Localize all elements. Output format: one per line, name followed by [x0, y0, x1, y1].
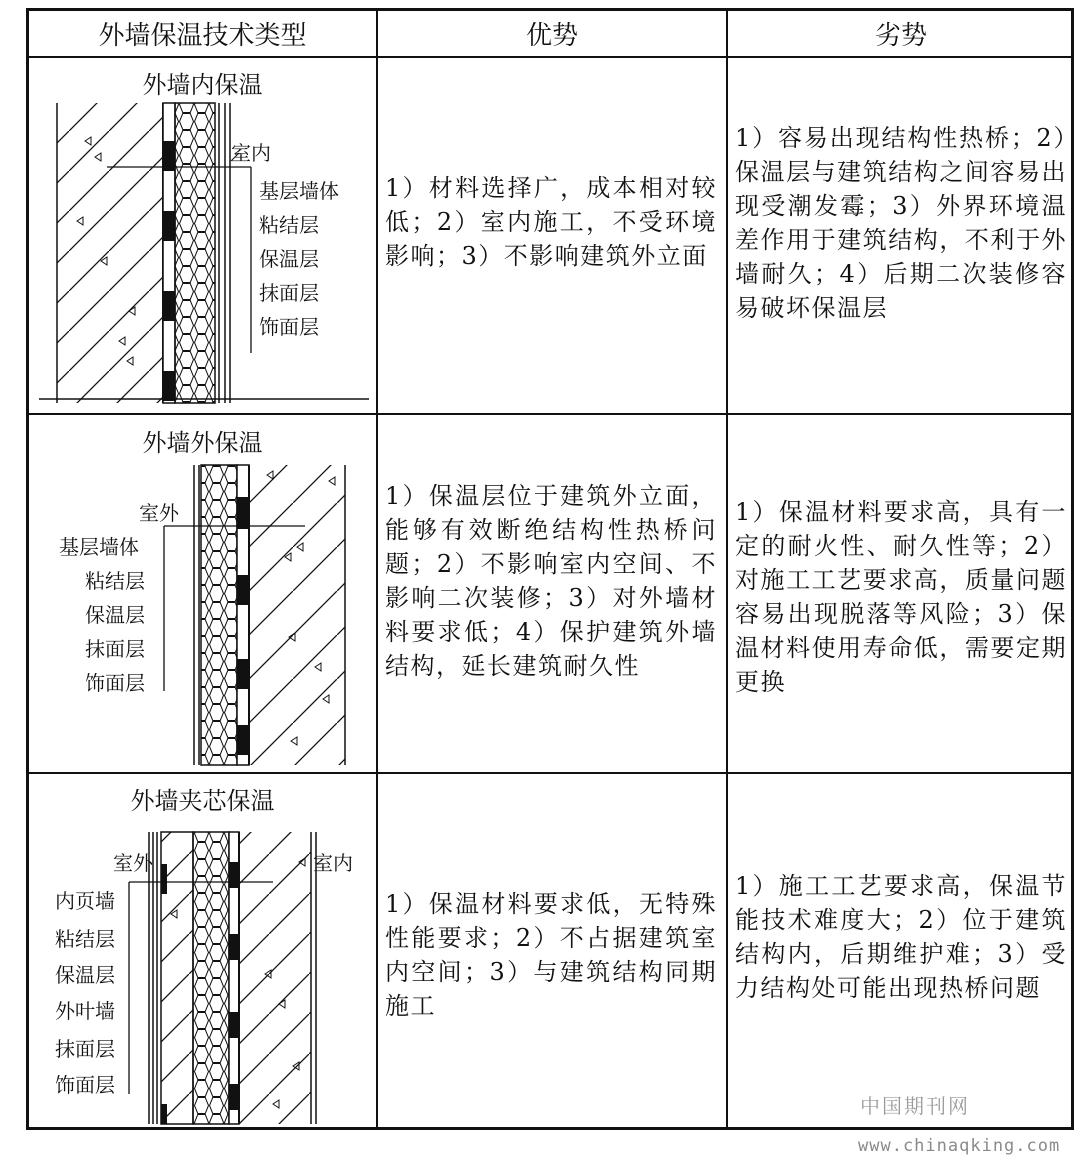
row2-label-l5: 饰面层	[85, 671, 145, 695]
row3-label-l3: 保温层	[55, 963, 115, 987]
row1-label-l4: 抹面层	[259, 281, 319, 305]
row3-label-indoor: 室内	[313, 851, 353, 875]
watermark-cn: 中国期刊网	[860, 1094, 970, 1118]
row1-label-l1: 基层墙体	[259, 179, 339, 203]
internal-insulation-diagram	[29, 11, 376, 411]
col-divider-2	[726, 11, 728, 1127]
row2-label-outdoor: 室外	[139, 501, 179, 525]
header-type: 外墙保温技术类型	[98, 21, 307, 51]
row2-disadvantages: 1）保温材料要求高，具有一定的耐火性、耐久性等；2）对施工工艺要求高，质量问题容易出现脱落等风险；3）保温材料使用寿命低，需要定期更换	[735, 498, 1067, 696]
row3-title: 外墙夹芯保温	[130, 787, 275, 815]
col-divider-1	[376, 11, 378, 1127]
row1-disadvantages: 1）容易出现结构性热桥；2）保温层与建筑结构之间容易出现受潮发霉；3）外界环境温差作用于建筑结构，不利于外墙耐久；4）后期二次装修容易破坏保温层	[735, 124, 1067, 322]
row2-label-l4: 抹面层	[85, 637, 145, 661]
row1-title: 外墙内保温	[142, 71, 263, 99]
row3-label-l6: 饰面层	[55, 1073, 115, 1097]
row1-label-l5: 饰面层	[259, 315, 319, 339]
row1-advantages: 1）材料选择广，成本相对较低；2）室内施工，不受环境影响；3）不影响建筑外立面	[385, 174, 717, 270]
row1-label-l3: 保温层	[259, 247, 319, 271]
row1-label-indoor: 室内	[231, 141, 271, 165]
row3-disadvantages: 1）施工工艺要求高，保温节能技术难度大；2）位于建筑结构内，后期维护难；3）受力结构处可能出现热桥问题	[735, 872, 1067, 1002]
row2-label-l3: 保温层	[85, 603, 145, 627]
row2-label-l1: 基层墙体	[59, 535, 139, 559]
row3-label-outdoor: 室外	[113, 851, 153, 875]
row2-title: 外墙外保温	[142, 429, 263, 457]
row3-label-l1: 内页墙	[55, 889, 115, 913]
row2-advantages: 1）保温层位于建筑外立面，能够有效断绝结构性热桥问题；2）不影响室内空间、不影响二次装修；3）对外墙材料要求低；4）保护建筑外墙结构，延长建筑耐久性	[385, 482, 717, 680]
header-advantages: 优势	[525, 21, 578, 51]
watermark-url: www.chinaqking.com	[858, 1136, 1061, 1156]
row2-label-l2: 粘结层	[85, 569, 145, 593]
header-disadvantages: 劣势	[874, 21, 927, 51]
comparison-table	[26, 8, 1074, 1130]
row1-label-l2: 粘结层	[259, 213, 319, 237]
row3-advantages: 1）保温材料要求低，无特殊性能要求；2）不占据建筑室内空间；3）与建筑结构同期施工	[385, 890, 717, 1020]
row3-label-l5: 抹面层	[55, 1037, 115, 1061]
row3-label-l2: 粘结层	[55, 927, 115, 951]
external-insulation-diagram	[29, 415, 376, 771]
row3-label-l4: 外叶墙	[55, 999, 115, 1023]
